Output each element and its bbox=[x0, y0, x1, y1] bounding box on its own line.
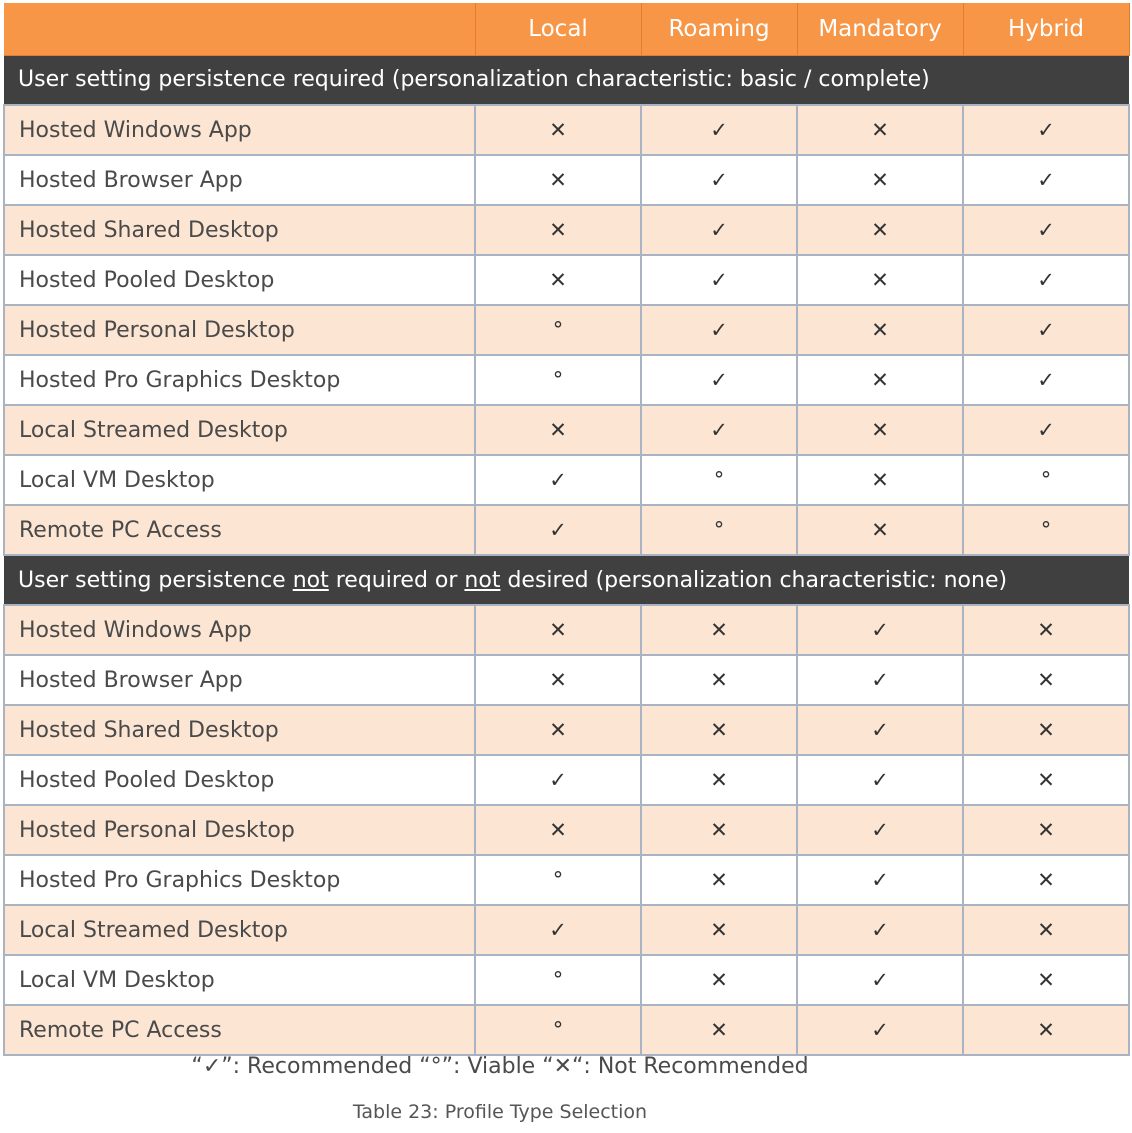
row-label: Local Streamed Desktop bbox=[4, 905, 475, 955]
row-label: Remote PC Access bbox=[4, 505, 475, 555]
cell-mandatory: ✓ bbox=[797, 705, 963, 755]
row-label: Hosted Pooled Desktop bbox=[4, 255, 475, 305]
table-row bbox=[4, 255, 1129, 305]
cell-hybrid: ✓ bbox=[963, 255, 1129, 305]
cell-hybrid: ✓ bbox=[963, 105, 1129, 155]
cell-hybrid: ✓ bbox=[963, 205, 1129, 255]
cell-roaming: ✕ bbox=[641, 655, 797, 705]
cell-local: ✓ bbox=[475, 455, 641, 505]
cell-hybrid: ✕ bbox=[963, 755, 1129, 805]
header-local: Local bbox=[475, 3, 641, 55]
row-label: Local VM Desktop bbox=[4, 455, 475, 505]
cell-hybrid: ✕ bbox=[963, 705, 1129, 755]
table-row bbox=[4, 505, 1129, 555]
cell-local: ✕ bbox=[475, 655, 641, 705]
table-row bbox=[4, 405, 1129, 455]
cell-mandatory: ✕ bbox=[797, 255, 963, 305]
table-row bbox=[4, 805, 1129, 855]
table-row bbox=[4, 655, 1129, 705]
cell-local: ✕ bbox=[475, 205, 641, 255]
cell-roaming: ✓ bbox=[641, 205, 797, 255]
cell-roaming: ✓ bbox=[641, 105, 797, 155]
cell-local: ✕ bbox=[475, 155, 641, 205]
section-header-row bbox=[4, 55, 1129, 105]
cell-roaming: ✕ bbox=[641, 605, 797, 655]
cell-hybrid: ✕ bbox=[963, 605, 1129, 655]
cell-mandatory: ✕ bbox=[797, 405, 963, 455]
cell-roaming: ✕ bbox=[641, 855, 797, 905]
cell-local: ° bbox=[475, 355, 641, 405]
cell-hybrid: ✕ bbox=[963, 855, 1129, 905]
cell-mandatory: ✓ bbox=[797, 955, 963, 1005]
row-label: Hosted Pro Graphics Desktop bbox=[4, 355, 475, 405]
cell-local: ✕ bbox=[475, 405, 641, 455]
header-roaming: Roaming bbox=[641, 3, 797, 55]
table-row bbox=[4, 455, 1129, 505]
cell-roaming: ✓ bbox=[641, 405, 797, 455]
cell-roaming: ✕ bbox=[641, 1005, 797, 1055]
cell-hybrid: ° bbox=[963, 505, 1129, 555]
row-label: Hosted Pooled Desktop bbox=[4, 755, 475, 805]
table-header-row bbox=[4, 3, 1129, 55]
cell-local: ° bbox=[475, 855, 641, 905]
row-label: Hosted Pro Graphics Desktop bbox=[4, 855, 475, 905]
cell-mandatory: ✓ bbox=[797, 655, 963, 705]
row-label: Hosted Windows App bbox=[4, 105, 475, 155]
row-label: Local VM Desktop bbox=[4, 955, 475, 1005]
section-title-part: required or bbox=[328, 567, 465, 593]
header-mandatory: Mandatory bbox=[797, 3, 963, 55]
header-hybrid: Hybrid bbox=[963, 3, 1129, 55]
table-row bbox=[4, 605, 1129, 655]
cell-mandatory: ✓ bbox=[797, 755, 963, 805]
cell-hybrid: ✕ bbox=[963, 805, 1129, 855]
cell-roaming: ✕ bbox=[641, 805, 797, 855]
cell-mandatory: ✕ bbox=[797, 205, 963, 255]
section-title-part: desired (personalization characteristic: none) bbox=[500, 567, 1008, 593]
cell-mandatory: ✕ bbox=[797, 505, 963, 555]
table-body bbox=[4, 55, 1129, 1055]
table-row bbox=[4, 355, 1129, 405]
cell-local: ✕ bbox=[475, 805, 641, 855]
cell-roaming: ✕ bbox=[641, 705, 797, 755]
cell-local: ° bbox=[475, 305, 641, 355]
cell-hybrid: ✓ bbox=[963, 305, 1129, 355]
row-label: Hosted Personal Desktop bbox=[4, 805, 475, 855]
cell-roaming: ✓ bbox=[641, 255, 797, 305]
table-row bbox=[4, 905, 1129, 955]
row-label: Remote PC Access bbox=[4, 1005, 475, 1055]
table-row bbox=[4, 155, 1129, 205]
cell-hybrid: ✕ bbox=[963, 1005, 1129, 1055]
section-title-part: User setting persistence required (personalization characteristic: basic / complete) bbox=[18, 67, 930, 93]
cell-local: ✓ bbox=[475, 755, 641, 805]
cell-mandatory: ✕ bbox=[797, 105, 963, 155]
cell-mandatory: ✓ bbox=[797, 805, 963, 855]
table-row bbox=[4, 305, 1129, 355]
cell-local: ✓ bbox=[475, 505, 641, 555]
cell-local: ✕ bbox=[475, 605, 641, 655]
cell-mandatory: ✕ bbox=[797, 455, 963, 505]
table-row bbox=[4, 705, 1129, 755]
cell-hybrid: ✕ bbox=[963, 655, 1129, 705]
table-row bbox=[4, 955, 1129, 1005]
table-row bbox=[4, 855, 1129, 905]
cell-roaming: ° bbox=[641, 455, 797, 505]
legend-text: “✓”: Recommended “°”: Viable “✕“: Not Recommended bbox=[191, 1054, 809, 1079]
cell-mandatory: ✓ bbox=[797, 605, 963, 655]
section-header-row bbox=[4, 555, 1129, 605]
cell-mandatory: ✕ bbox=[797, 305, 963, 355]
cell-roaming: ✓ bbox=[641, 305, 797, 355]
cell-local: ° bbox=[475, 955, 641, 1005]
cell-hybrid: ✕ bbox=[963, 905, 1129, 955]
table-caption: Table 23: Profile Type Selection bbox=[352, 1101, 648, 1123]
cell-hybrid: ✓ bbox=[963, 405, 1129, 455]
cell-local: ✕ bbox=[475, 705, 641, 755]
cell-local: ✓ bbox=[475, 905, 641, 955]
row-label: Local Streamed Desktop bbox=[4, 405, 475, 455]
section-title bbox=[4, 55, 1129, 105]
section-title bbox=[4, 555, 1129, 605]
section-title-part: User setting persistence bbox=[18, 567, 293, 593]
cell-hybrid: ° bbox=[963, 455, 1129, 505]
row-label: Hosted Browser App bbox=[4, 155, 475, 205]
cell-mandatory: ✓ bbox=[797, 905, 963, 955]
row-label: Hosted Shared Desktop bbox=[4, 205, 475, 255]
cell-mandatory: ✓ bbox=[797, 1005, 963, 1055]
row-label: Hosted Browser App bbox=[4, 655, 475, 705]
table-row bbox=[4, 755, 1129, 805]
cell-roaming: ✕ bbox=[641, 955, 797, 1005]
cell-mandatory: ✕ bbox=[797, 355, 963, 405]
section-title-emphasis: not bbox=[464, 567, 501, 593]
table-row bbox=[4, 205, 1129, 255]
header-corner-cell bbox=[4, 3, 475, 55]
row-label: Hosted Shared Desktop bbox=[4, 705, 475, 755]
cell-local: ✕ bbox=[475, 255, 641, 305]
cell-roaming: ° bbox=[641, 505, 797, 555]
cell-hybrid: ✕ bbox=[963, 955, 1129, 1005]
cell-roaming: ✓ bbox=[641, 355, 797, 405]
cell-mandatory: ✕ bbox=[797, 155, 963, 205]
cell-roaming: ✕ bbox=[641, 905, 797, 955]
table-row bbox=[4, 1005, 1129, 1055]
cell-hybrid: ✓ bbox=[963, 155, 1129, 205]
cell-local: ✕ bbox=[475, 105, 641, 155]
cell-roaming: ✓ bbox=[641, 155, 797, 205]
cell-local: ° bbox=[475, 1005, 641, 1055]
row-label: Hosted Personal Desktop bbox=[4, 305, 475, 355]
table-row bbox=[4, 105, 1129, 155]
cell-hybrid: ✓ bbox=[963, 355, 1129, 405]
cell-roaming: ✕ bbox=[641, 755, 797, 805]
section-title-emphasis: not bbox=[292, 567, 329, 593]
profile-type-table bbox=[3, 3, 1130, 1056]
row-label: Hosted Windows App bbox=[4, 605, 475, 655]
cell-mandatory: ✓ bbox=[797, 855, 963, 905]
